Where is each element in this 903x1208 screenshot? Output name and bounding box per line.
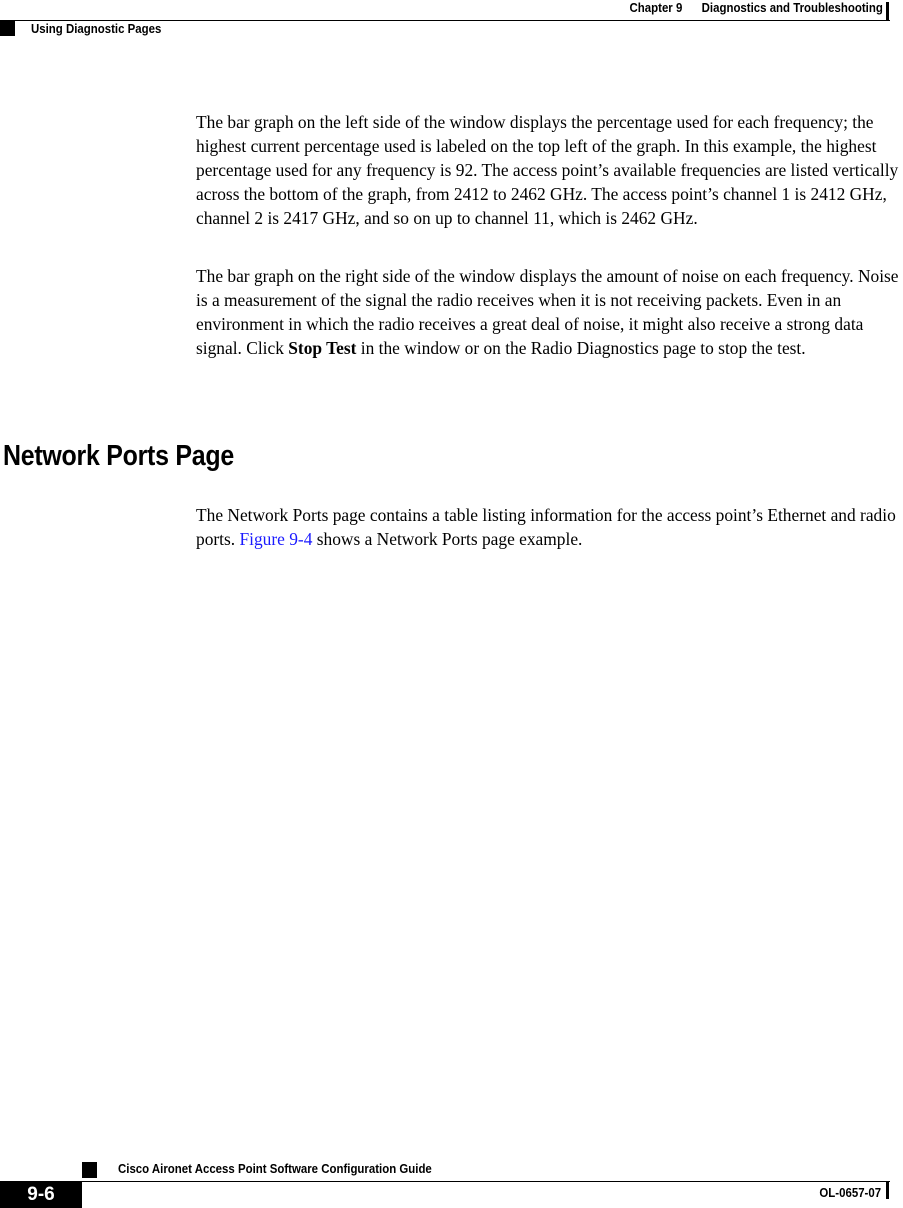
header-section-title: Using Diagnostic Pages xyxy=(31,21,162,36)
footer-doc-number: OL-0657-07 xyxy=(819,1185,881,1200)
figure-9-4-link[interactable]: Figure 9-4 xyxy=(239,529,313,549)
paragraph-network-ports xyxy=(196,503,902,551)
footer-marker xyxy=(82,1162,97,1178)
page-number: 9-6 xyxy=(27,1183,55,1205)
paragraph-network-ports-text-end: shows a Network Ports page example. xyxy=(312,529,583,549)
header-chapter-title: Diagnostics and Troubleshooting xyxy=(701,0,883,15)
paragraph-bar-graph-percentage: The bar graph on the left side of the window displays the percentage used for each frequency; the highest current percentage used is labeled on the top left of the graph. In this example, the highest percentage used for any frequency is 92. The access point’s available frequencies are listed vertically across the bottom of the graph, from 2412 to 2462 GHz. The access point’s channel 1 is 2412 GHz, channel 2 is 2417 GHz, and so on up to channel 11, which is 2462 GHz. xyxy=(196,112,899,228)
footer-guide-title: Cisco Aironet Access Point Software Configuration Guide xyxy=(118,1161,432,1176)
paragraph-bar-graph-noise xyxy=(196,264,902,360)
paragraph-noise-text: The bar graph on the right side of the window displays the amount of noise on each frequency. Noise is a measurement of the signal the radio receives when it is not receiving packets. Even in an environment in which the radio receives a great deal of noise, it might also receive a strong data signal. Click xyxy=(196,266,899,358)
page-number-box xyxy=(0,1181,82,1208)
header-chapter-label: Chapter 9 xyxy=(629,0,683,15)
section-heading-network-ports: Network Ports Page xyxy=(3,440,234,472)
header-chapter xyxy=(630,0,883,15)
footer-right-marker xyxy=(886,1181,889,1199)
header-left-marker xyxy=(0,20,15,36)
paragraph-noise-text-end: in the window or on the Radio Diagnostics page to stop the test. xyxy=(356,338,806,358)
header-right-marker xyxy=(886,2,889,20)
stop-test-term: Stop Test xyxy=(288,338,357,358)
footer-rule xyxy=(82,1181,890,1182)
paragraph-network-ports-text: The Network Ports page contains a table listing information for the access point’s Ethernet and radio ports. xyxy=(196,505,896,549)
